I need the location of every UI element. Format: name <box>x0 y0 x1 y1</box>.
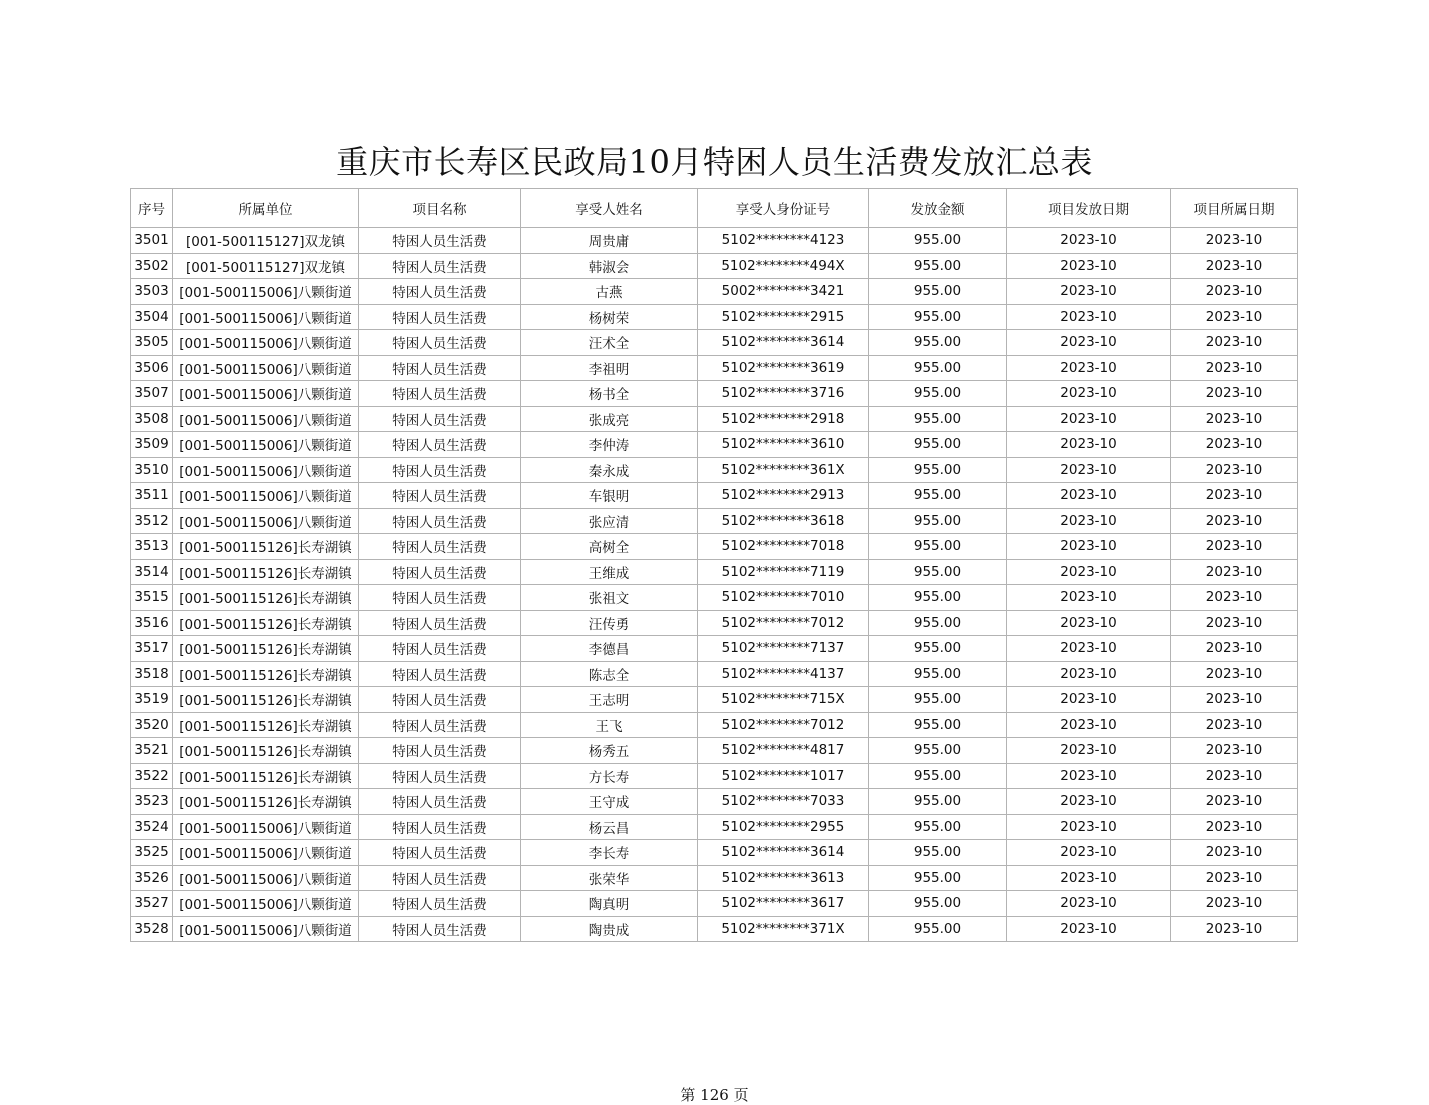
table-row <box>131 661 1298 687</box>
period-date-cell: 2023-10 <box>1171 738 1298 764</box>
name-cell: 杨秀五 <box>521 738 698 764</box>
table-row <box>131 228 1298 254</box>
name-cell: 杨云昌 <box>521 814 698 840</box>
table-row <box>131 865 1298 891</box>
page-number: 第 126 页 <box>680 1086 749 1104</box>
project-cell: 特困人员生活费 <box>359 457 521 483</box>
name-cell: 汪传勇 <box>521 610 698 636</box>
amount-cell: 955.00 <box>869 789 1007 815</box>
column-header-unit: 所属单位 <box>173 189 359 228</box>
period-date-cell: 2023-10 <box>1171 865 1298 891</box>
unit-cell: [001-500115006]八颗街道 <box>173 916 359 942</box>
id-number-cell: 5102********3610 <box>698 432 869 458</box>
period-date-cell: 2023-10 <box>1171 636 1298 662</box>
table-row <box>131 610 1298 636</box>
issue-date-cell: 2023-10 <box>1007 712 1171 738</box>
table-body <box>131 228 1298 942</box>
period-date-cell: 2023-10 <box>1171 330 1298 356</box>
project-cell: 特困人员生活费 <box>359 330 521 356</box>
period-date-cell: 2023-10 <box>1171 814 1298 840</box>
issue-date-cell: 2023-10 <box>1007 279 1171 305</box>
period-date-cell: 2023-10 <box>1171 559 1298 585</box>
unit-cell: [001-500115126]长寿湖镇 <box>173 712 359 738</box>
issue-date-cell: 2023-10 <box>1007 585 1171 611</box>
issue-date-cell: 2023-10 <box>1007 865 1171 891</box>
id-number-cell: 5102********7033 <box>698 789 869 815</box>
unit-cell: [001-500115126]长寿湖镇 <box>173 738 359 764</box>
table-row <box>131 814 1298 840</box>
project-cell: 特困人员生活费 <box>359 865 521 891</box>
seq-cell: 3506 <box>131 355 173 381</box>
period-date-cell: 2023-10 <box>1171 228 1298 254</box>
name-cell: 方长寿 <box>521 763 698 789</box>
amount-cell: 955.00 <box>869 483 1007 509</box>
seq-cell: 3519 <box>131 687 173 713</box>
id-number-cell: 5102********2915 <box>698 304 869 330</box>
period-date-cell: 2023-10 <box>1171 279 1298 305</box>
table-row <box>131 559 1298 585</box>
period-date-cell: 2023-10 <box>1171 916 1298 942</box>
project-cell: 特困人员生活费 <box>359 534 521 560</box>
amount-cell: 955.00 <box>869 687 1007 713</box>
amount-cell: 955.00 <box>869 228 1007 254</box>
table-row <box>131 279 1298 305</box>
project-cell: 特困人员生活费 <box>359 814 521 840</box>
seq-cell: 3511 <box>131 483 173 509</box>
seq-cell: 3523 <box>131 789 173 815</box>
project-cell: 特困人员生活费 <box>359 432 521 458</box>
project-cell: 特困人员生活费 <box>359 840 521 866</box>
period-date-cell: 2023-10 <box>1171 585 1298 611</box>
name-cell: 陈志全 <box>521 661 698 687</box>
id-number-cell: 5102********7012 <box>698 712 869 738</box>
unit-cell: [001-500115006]八颗街道 <box>173 381 359 407</box>
amount-cell: 955.00 <box>869 355 1007 381</box>
period-date-cell: 2023-10 <box>1171 789 1298 815</box>
amount-cell: 955.00 <box>869 636 1007 662</box>
project-cell: 特困人员生活费 <box>359 304 521 330</box>
amount-cell: 955.00 <box>869 738 1007 764</box>
name-cell: 陶贵成 <box>521 916 698 942</box>
amount-cell: 955.00 <box>869 406 1007 432</box>
unit-cell: [001-500115006]八颗街道 <box>173 814 359 840</box>
unit-cell: [001-500115006]八颗街道 <box>173 355 359 381</box>
name-cell: 杨书全 <box>521 381 698 407</box>
id-number-cell: 5102********3716 <box>698 381 869 407</box>
issue-date-cell: 2023-10 <box>1007 534 1171 560</box>
id-number-cell: 5102********1017 <box>698 763 869 789</box>
period-date-cell: 2023-10 <box>1171 763 1298 789</box>
id-number-cell: 5102********3619 <box>698 355 869 381</box>
period-date-cell: 2023-10 <box>1171 304 1298 330</box>
table-row <box>131 483 1298 509</box>
name-cell: 张荣华 <box>521 865 698 891</box>
seq-cell: 3501 <box>131 228 173 254</box>
table-row <box>131 253 1298 279</box>
name-cell: 张成亮 <box>521 406 698 432</box>
column-header-amount: 发放金额 <box>869 189 1007 228</box>
name-cell: 王守成 <box>521 789 698 815</box>
project-cell: 特困人员生活费 <box>359 610 521 636</box>
table-row <box>131 508 1298 534</box>
unit-cell: [001-500115126]长寿湖镇 <box>173 763 359 789</box>
project-cell: 特困人员生活费 <box>359 891 521 917</box>
project-cell: 特困人员生活费 <box>359 228 521 254</box>
id-number-cell: 5102********494X <box>698 253 869 279</box>
project-cell: 特困人员生活费 <box>359 508 521 534</box>
seq-cell: 3509 <box>131 432 173 458</box>
project-cell: 特困人员生活费 <box>359 636 521 662</box>
table-row <box>131 763 1298 789</box>
project-cell: 特困人员生活费 <box>359 738 521 764</box>
issue-date-cell: 2023-10 <box>1007 483 1171 509</box>
unit-cell: [001-500115006]八颗街道 <box>173 406 359 432</box>
amount-cell: 955.00 <box>869 534 1007 560</box>
period-date-cell: 2023-10 <box>1171 432 1298 458</box>
id-number-cell: 5102********4123 <box>698 228 869 254</box>
project-cell: 特困人员生活费 <box>359 406 521 432</box>
table-row <box>131 712 1298 738</box>
period-date-cell: 2023-10 <box>1171 457 1298 483</box>
seq-cell: 3510 <box>131 457 173 483</box>
unit-cell: [001-500115126]长寿湖镇 <box>173 687 359 713</box>
id-number-cell: 5102********7012 <box>698 610 869 636</box>
project-cell: 特困人员生活费 <box>359 789 521 815</box>
id-number-cell: 5102********3618 <box>698 508 869 534</box>
summary-table <box>130 188 1298 942</box>
table-row <box>131 687 1298 713</box>
seq-cell: 3516 <box>131 610 173 636</box>
project-cell: 特困人员生活费 <box>359 253 521 279</box>
period-date-cell: 2023-10 <box>1171 483 1298 509</box>
issue-date-cell: 2023-10 <box>1007 406 1171 432</box>
name-cell: 李长寿 <box>521 840 698 866</box>
name-cell: 王维成 <box>521 559 698 585</box>
amount-cell: 955.00 <box>869 253 1007 279</box>
name-cell: 王志明 <box>521 687 698 713</box>
name-cell: 王飞 <box>521 712 698 738</box>
unit-cell: [001-500115126]长寿湖镇 <box>173 789 359 815</box>
issue-date-cell: 2023-10 <box>1007 508 1171 534</box>
seq-cell: 3520 <box>131 712 173 738</box>
issue-date-cell: 2023-10 <box>1007 738 1171 764</box>
unit-cell: [001-500115006]八颗街道 <box>173 483 359 509</box>
period-date-cell: 2023-10 <box>1171 687 1298 713</box>
column-header-period-date: 项目所属日期 <box>1171 189 1298 228</box>
name-cell: 李仲涛 <box>521 432 698 458</box>
table-row <box>131 432 1298 458</box>
unit-cell: [001-500115126]长寿湖镇 <box>173 534 359 560</box>
column-header-issue-date: 项目发放日期 <box>1007 189 1171 228</box>
seq-cell: 3521 <box>131 738 173 764</box>
seq-cell: 3513 <box>131 534 173 560</box>
period-date-cell: 2023-10 <box>1171 534 1298 560</box>
amount-cell: 955.00 <box>869 279 1007 305</box>
project-cell: 特困人员生活费 <box>359 712 521 738</box>
seq-cell: 3507 <box>131 381 173 407</box>
amount-cell: 955.00 <box>869 381 1007 407</box>
unit-cell: [001-500115126]长寿湖镇 <box>173 636 359 662</box>
id-number-cell: 5102********7137 <box>698 636 869 662</box>
project-cell: 特困人员生活费 <box>359 381 521 407</box>
period-date-cell: 2023-10 <box>1171 891 1298 917</box>
name-cell: 秦永成 <box>521 457 698 483</box>
amount-cell: 955.00 <box>869 840 1007 866</box>
seq-cell: 3504 <box>131 304 173 330</box>
unit-cell: [001-500115006]八颗街道 <box>173 432 359 458</box>
id-number-cell: 5102********371X <box>698 916 869 942</box>
name-cell: 张应清 <box>521 508 698 534</box>
column-header-seq: 序号 <box>131 189 173 228</box>
amount-cell: 955.00 <box>869 559 1007 585</box>
issue-date-cell: 2023-10 <box>1007 330 1171 356</box>
name-cell: 陶真明 <box>521 891 698 917</box>
amount-cell: 955.00 <box>869 814 1007 840</box>
name-cell: 周贵庸 <box>521 228 698 254</box>
table-row <box>131 457 1298 483</box>
column-header-project: 项目名称 <box>359 189 521 228</box>
seq-cell: 3505 <box>131 330 173 356</box>
issue-date-cell: 2023-10 <box>1007 228 1171 254</box>
table-row <box>131 585 1298 611</box>
seq-cell: 3528 <box>131 916 173 942</box>
table-row <box>131 355 1298 381</box>
seq-cell: 3525 <box>131 840 173 866</box>
project-cell: 特困人员生活费 <box>359 916 521 942</box>
amount-cell: 955.00 <box>869 891 1007 917</box>
amount-cell: 955.00 <box>869 610 1007 636</box>
unit-cell: [001-500115006]八颗街道 <box>173 457 359 483</box>
seq-cell: 3527 <box>131 891 173 917</box>
seq-cell: 3508 <box>131 406 173 432</box>
unit-cell: [001-500115127]双龙镇 <box>173 253 359 279</box>
project-cell: 特困人员生活费 <box>359 355 521 381</box>
name-cell: 高树全 <box>521 534 698 560</box>
id-number-cell: 5102********2913 <box>698 483 869 509</box>
table-row <box>131 381 1298 407</box>
period-date-cell: 2023-10 <box>1171 406 1298 432</box>
table-row <box>131 304 1298 330</box>
table-row <box>131 330 1298 356</box>
period-date-cell: 2023-10 <box>1171 508 1298 534</box>
issue-date-cell: 2023-10 <box>1007 891 1171 917</box>
amount-cell: 955.00 <box>869 432 1007 458</box>
table-header <box>131 189 1298 228</box>
issue-date-cell: 2023-10 <box>1007 355 1171 381</box>
seq-cell: 3524 <box>131 814 173 840</box>
unit-cell: [001-500115006]八颗街道 <box>173 840 359 866</box>
name-cell: 杨树荣 <box>521 304 698 330</box>
unit-cell: [001-500115006]八颗街道 <box>173 330 359 356</box>
issue-date-cell: 2023-10 <box>1007 559 1171 585</box>
header-row <box>131 189 1298 228</box>
period-date-cell: 2023-10 <box>1171 712 1298 738</box>
issue-date-cell: 2023-10 <box>1007 304 1171 330</box>
id-number-cell: 5102********7018 <box>698 534 869 560</box>
project-cell: 特困人员生活费 <box>359 483 521 509</box>
seq-cell: 3512 <box>131 508 173 534</box>
amount-cell: 955.00 <box>869 508 1007 534</box>
issue-date-cell: 2023-10 <box>1007 432 1171 458</box>
project-cell: 特困人员生活费 <box>359 585 521 611</box>
seq-cell: 3517 <box>131 636 173 662</box>
seq-cell: 3503 <box>131 279 173 305</box>
period-date-cell: 2023-10 <box>1171 253 1298 279</box>
unit-cell: [001-500115126]长寿湖镇 <box>173 559 359 585</box>
issue-date-cell: 2023-10 <box>1007 687 1171 713</box>
unit-cell: [001-500115006]八颗街道 <box>173 891 359 917</box>
table-row <box>131 406 1298 432</box>
unit-cell: [001-500115126]长寿湖镇 <box>173 610 359 636</box>
issue-date-cell: 2023-10 <box>1007 457 1171 483</box>
issue-date-cell: 2023-10 <box>1007 814 1171 840</box>
amount-cell: 955.00 <box>869 661 1007 687</box>
id-number-cell: 5102********361X <box>698 457 869 483</box>
id-number-cell: 5102********2955 <box>698 814 869 840</box>
issue-date-cell: 2023-10 <box>1007 763 1171 789</box>
project-cell: 特困人员生活费 <box>359 559 521 585</box>
project-cell: 特困人员生活费 <box>359 687 521 713</box>
name-cell: 韩淑会 <box>521 253 698 279</box>
amount-cell: 955.00 <box>869 763 1007 789</box>
name-cell: 车银明 <box>521 483 698 509</box>
id-number-cell: 5102********3617 <box>698 891 869 917</box>
seq-cell: 3526 <box>131 865 173 891</box>
id-number-cell: 5002********3421 <box>698 279 869 305</box>
table-row <box>131 840 1298 866</box>
amount-cell: 955.00 <box>869 712 1007 738</box>
project-cell: 特困人员生活费 <box>359 279 521 305</box>
name-cell: 李德昌 <box>521 636 698 662</box>
seq-cell: 3514 <box>131 559 173 585</box>
table-row <box>131 738 1298 764</box>
issue-date-cell: 2023-10 <box>1007 789 1171 815</box>
project-cell: 特困人员生活费 <box>359 661 521 687</box>
id-number-cell: 5102********2918 <box>698 406 869 432</box>
page-title: 重庆市长寿区民政局10月特困人员生活费发放汇总表 <box>336 143 1093 181</box>
table-row <box>131 916 1298 942</box>
unit-cell: [001-500115006]八颗街道 <box>173 279 359 305</box>
id-number-cell: 5102********3613 <box>698 865 869 891</box>
issue-date-cell: 2023-10 <box>1007 916 1171 942</box>
period-date-cell: 2023-10 <box>1171 381 1298 407</box>
amount-cell: 955.00 <box>869 457 1007 483</box>
name-cell: 张祖文 <box>521 585 698 611</box>
unit-cell: [001-500115006]八颗街道 <box>173 865 359 891</box>
table-row <box>131 636 1298 662</box>
issue-date-cell: 2023-10 <box>1007 636 1171 662</box>
amount-cell: 955.00 <box>869 865 1007 891</box>
period-date-cell: 2023-10 <box>1171 840 1298 866</box>
amount-cell: 955.00 <box>869 330 1007 356</box>
column-header-name: 享受人姓名 <box>521 189 698 228</box>
table-row <box>131 789 1298 815</box>
unit-cell: [001-500115006]八颗街道 <box>173 304 359 330</box>
period-date-cell: 2023-10 <box>1171 355 1298 381</box>
period-date-cell: 2023-10 <box>1171 661 1298 687</box>
id-number-cell: 5102********715X <box>698 687 869 713</box>
name-cell: 古燕 <box>521 279 698 305</box>
seq-cell: 3518 <box>131 661 173 687</box>
amount-cell: 955.00 <box>869 304 1007 330</box>
id-number-cell: 5102********3614 <box>698 330 869 356</box>
issue-date-cell: 2023-10 <box>1007 253 1171 279</box>
seq-cell: 3515 <box>131 585 173 611</box>
table-row <box>131 891 1298 917</box>
period-date-cell: 2023-10 <box>1171 610 1298 636</box>
issue-date-cell: 2023-10 <box>1007 381 1171 407</box>
id-number-cell: 5102********3614 <box>698 840 869 866</box>
seq-cell: 3522 <box>131 763 173 789</box>
unit-cell: [001-500115127]双龙镇 <box>173 228 359 254</box>
unit-cell: [001-500115126]长寿湖镇 <box>173 585 359 611</box>
seq-cell: 3502 <box>131 253 173 279</box>
issue-date-cell: 2023-10 <box>1007 610 1171 636</box>
project-cell: 特困人员生活费 <box>359 763 521 789</box>
id-number-cell: 5102********7010 <box>698 585 869 611</box>
name-cell: 汪术全 <box>521 330 698 356</box>
issue-date-cell: 2023-10 <box>1007 661 1171 687</box>
amount-cell: 955.00 <box>869 585 1007 611</box>
column-header-id-number: 享受人身份证号 <box>698 189 869 228</box>
issue-date-cell: 2023-10 <box>1007 840 1171 866</box>
unit-cell: [001-500115126]长寿湖镇 <box>173 661 359 687</box>
table-row <box>131 534 1298 560</box>
id-number-cell: 5102********4817 <box>698 738 869 764</box>
id-number-cell: 5102********7119 <box>698 559 869 585</box>
unit-cell: [001-500115006]八颗街道 <box>173 508 359 534</box>
id-number-cell: 5102********4137 <box>698 661 869 687</box>
amount-cell: 955.00 <box>869 916 1007 942</box>
name-cell: 李祖明 <box>521 355 698 381</box>
